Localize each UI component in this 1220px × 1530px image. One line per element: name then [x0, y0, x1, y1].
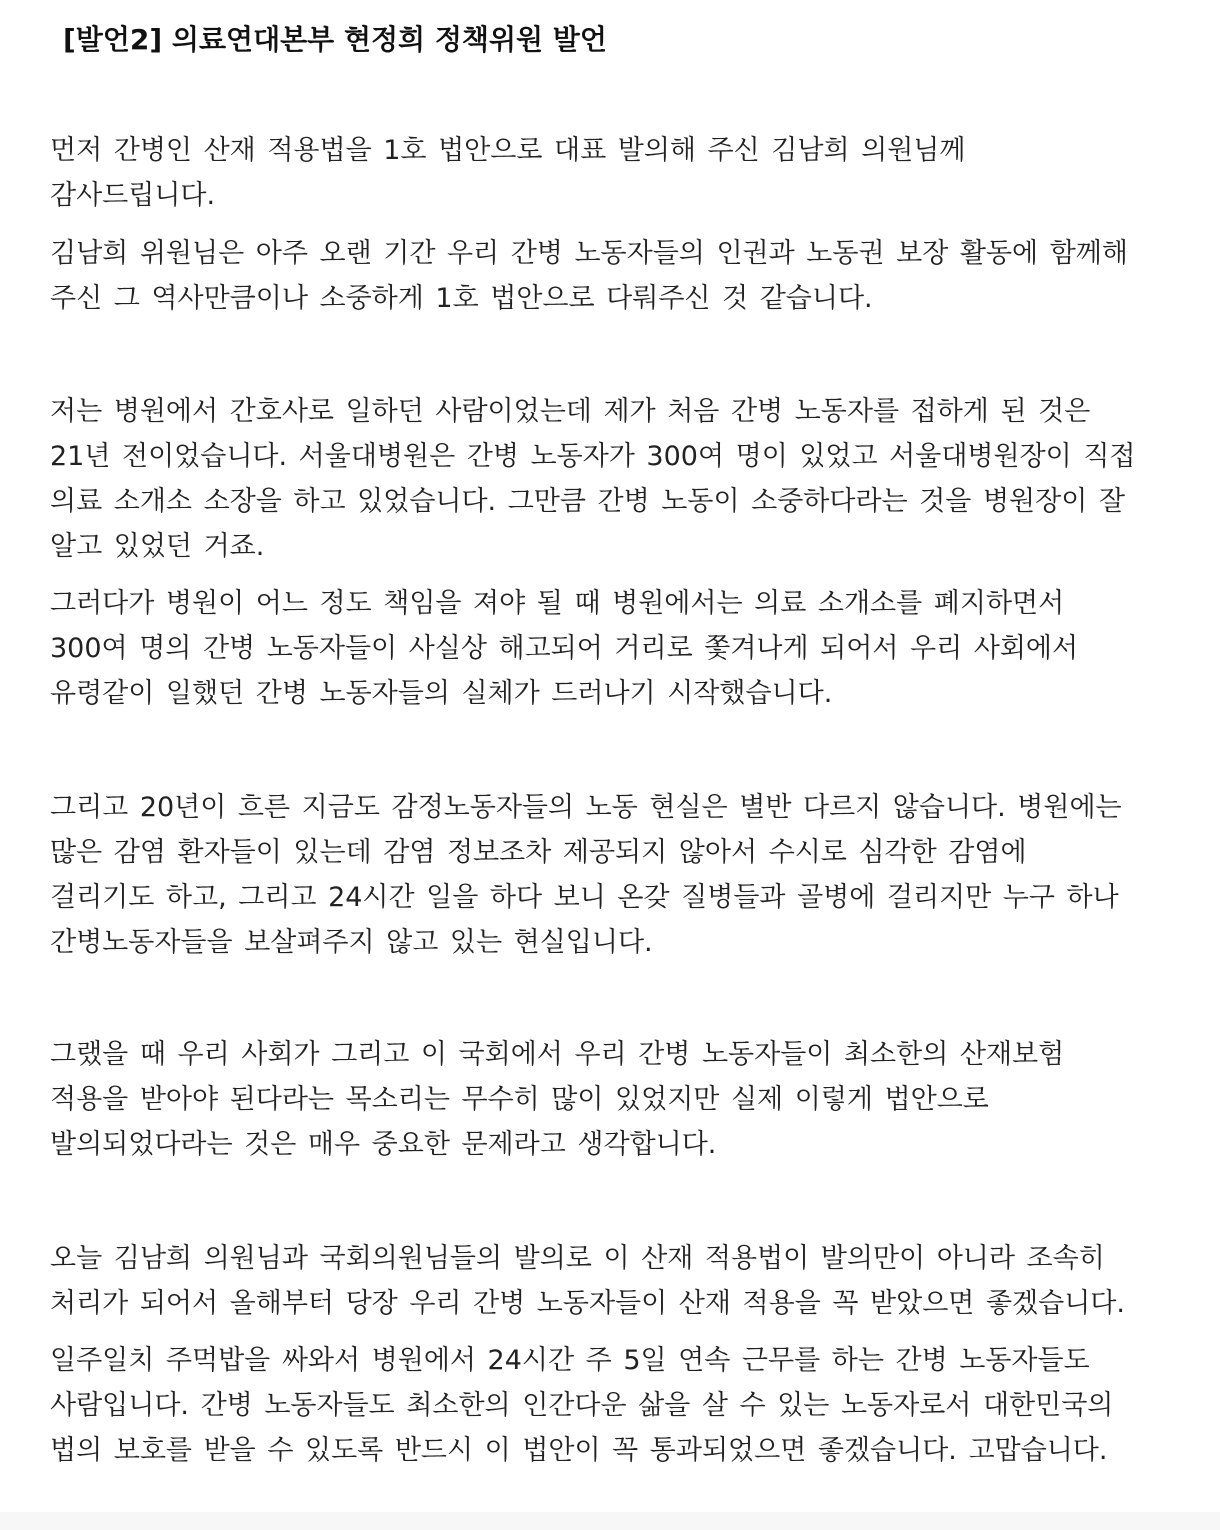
paragraph-line: 처리가 되어서 올해부터 당장 우리 간병 노동자들이 산재 적용을 꼭 받았으면 좋겠습니다. — [50, 1288, 1125, 1319]
paragraph-line: 의료 소개소 소장을 하고 있었습니다. 그만큼 간병 노동이 소중하다라는 것을 병원장이 잘 — [50, 486, 1125, 517]
paragraph — [50, 231, 1200, 321]
paragraph-line: 그랬을 때 우리 사회가 그리고 이 국회에서 우리 간병 노동자들이 최소한의 산재보험 — [50, 1039, 1065, 1070]
paragraph — [50, 389, 1200, 569]
paragraph-line: 알고 있었던 거죠. — [50, 531, 265, 562]
paragraph — [50, 581, 1200, 716]
paragraph-line: 발의되었다라는 것은 매우 중요한 문제라고 생각합니다. — [50, 1129, 717, 1160]
paragraph-line: 간병노동자들을 보살펴주지 않고 있는 현실입니다. — [50, 927, 653, 958]
bottom-strip — [0, 1512, 1220, 1530]
paragraph-line: 300여 명의 간병 노동자들이 사실상 해고되어 거리로 쫓겨나게 되어서 우리 사회에서 — [50, 633, 1079, 664]
paragraph-line: 그리고 20년이 흐른 지금도 감정노동자들의 노동 현실은 별반 다르지 않습니다. 병원에는 — [50, 792, 1122, 823]
paragraph-line: 주신 그 역사만큼이나 소중하게 1호 법안으로 다뤄주신 것 같습니다. — [50, 283, 873, 314]
paragraph — [50, 1032, 1200, 1167]
paragraph-line: 21년 전이었습니다. 서울대병원은 간병 노동자가 300여 명이 있었고 서울대병원장이 직접 — [50, 441, 1136, 472]
paragraph-line: 먼저 간병인 산재 적용법을 1호 법안으로 대표 발의해 주신 김남희 의원님께 — [50, 135, 966, 166]
document-title: [발언2] 의료연대본부 현정희 정책위원 발언 — [63, 23, 607, 56]
paragraph — [50, 128, 1200, 218]
paragraph-line: 그러다가 병원이 어느 정도 책임을 져야 될 때 병원에서는 의료 소개소를 폐지하면서 — [50, 588, 1065, 619]
paragraph-line: 저는 병원에서 간호사로 일하던 사람이었는데 제가 처음 간병 노동자를 접하게 된 것은 — [50, 396, 1091, 427]
paragraph-line: 많은 감염 환자들이 있는데 감염 정보조차 제공되지 않아서 수시로 심각한 감염에 — [50, 837, 1027, 868]
paragraph-line: 유령같이 일했던 간병 노동자들의 실체가 드러나기 시작했습니다. — [50, 678, 833, 709]
paragraph-line: 법의 보호를 받을 수 있도록 반드시 이 법안이 꼭 통과되었으면 좋겠습니다. 고맙습니다. — [50, 1435, 1108, 1466]
paragraph — [50, 1236, 1200, 1326]
paragraph-line: 감사드립니다. — [50, 180, 216, 211]
paragraph — [50, 785, 1200, 965]
paragraph-line: 적용을 받아야 된다라는 목소리는 무수히 많이 있었지만 실제 이렇게 법안으로 — [50, 1084, 989, 1115]
paragraph-line: 일주일치 주먹밥을 싸와서 병원에서 24시간 주 5일 연속 근무를 하는 간병 노동자들도 — [50, 1345, 1090, 1376]
paragraph-line: 걸리기도 하고, 그리고 24시간 일을 하다 보니 온갖 질병들과 골병에 걸리지만 누구 하나 — [50, 882, 1119, 913]
paragraph-line: 오늘 김남희 의원님과 국회의원님들의 발의로 이 산재 적용법이 발의만이 아니라 조속히 — [50, 1243, 1105, 1274]
paragraph-line: 김남희 위원님은 아주 오랜 기간 우리 간병 노동자들의 인권과 노동권 보장 활동에 함께해 — [50, 238, 1128, 269]
paragraph — [50, 1338, 1200, 1473]
paragraph-line: 사람입니다. 간병 노동자들도 최소한의 인간다운 삶을 살 수 있는 노동자로서 대한민국의 — [50, 1390, 1114, 1421]
